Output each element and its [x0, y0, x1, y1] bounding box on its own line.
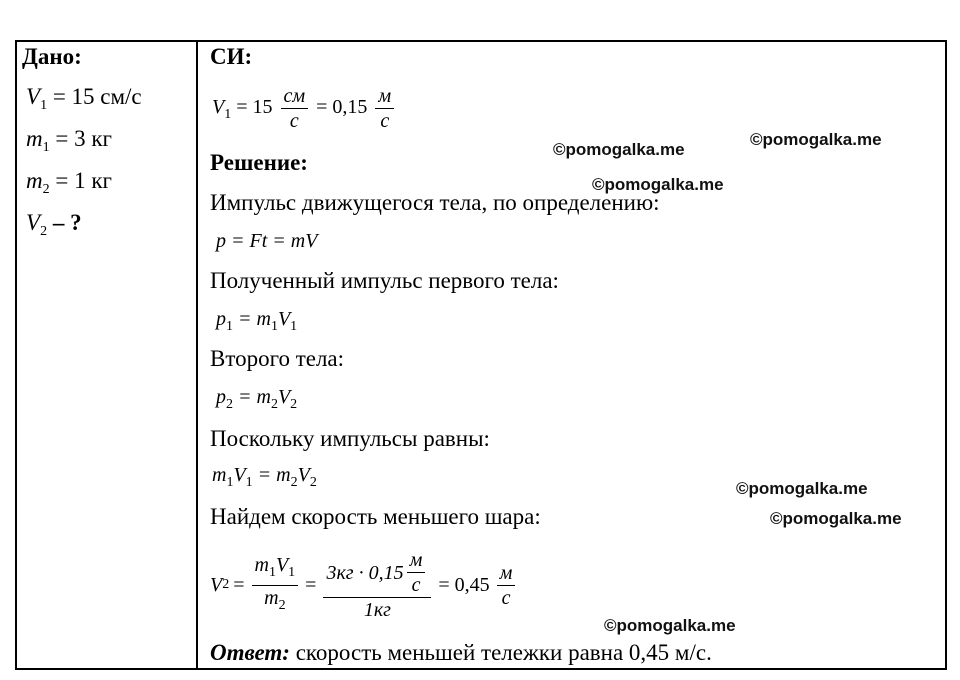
solution-line-1: Импульс движущегося тела, по определению: — [210, 190, 660, 215]
given-v2-sub: 2 — [40, 224, 48, 239]
si-fraction-2 — [375, 84, 394, 133]
given-heading: Дано: — [22, 44, 82, 69]
si-f2-den: с — [380, 110, 390, 132]
si-eq2: = 0,15 — [316, 96, 368, 119]
si-eq1: = 15 — [236, 96, 273, 119]
formula-2-lhs: p — [216, 308, 226, 330]
solution-line-2: Полученный импульс первого тела: — [210, 268, 559, 293]
given-m2 — [26, 168, 112, 198]
final-f1-den-sub: 2 — [278, 597, 286, 613]
final-f2-inner-fraction — [407, 548, 426, 597]
final-f2-num-pre: 3кг · 0,15 — [326, 561, 404, 584]
final-f1-num-a-sub: 1 — [268, 564, 276, 580]
given-v1-symbol: V — [26, 84, 41, 109]
column-divider — [196, 40, 198, 670]
final-fraction-1 — [252, 553, 299, 618]
final-fraction-2 — [323, 548, 431, 622]
final-f2-den: 1кг — [363, 599, 391, 621]
answer-line — [210, 640, 712, 666]
final-eq3: = 0,45 — [438, 573, 490, 596]
watermark: ©pomogalka.me — [770, 509, 902, 528]
solution-line-3: Второго тела: — [210, 346, 345, 371]
given-v1-value: = 15 см/с — [52, 84, 142, 109]
given-m2-value: = 1 кг — [55, 168, 112, 193]
formula-3-rhs-sub2: 2 — [290, 397, 298, 412]
formula-4-b-sub: 1 — [245, 475, 253, 490]
final-lhs-sub: 2 — [222, 577, 230, 592]
given-v1 — [26, 84, 142, 114]
formula-4-eq: = m — [257, 464, 291, 486]
final-f2-inner-num: м — [407, 548, 426, 573]
given-m1-symbol: m — [26, 126, 43, 151]
answer-text: скорость меньшей тележки равна 0,45 м/с. — [289, 640, 712, 665]
si-heading: СИ: — [210, 44, 253, 69]
si-f2-num: м — [375, 84, 394, 109]
watermark: ©pomogalka.me — [592, 175, 724, 194]
given-m2-symbol: m — [26, 168, 43, 193]
si-lhs-sub: 1 — [224, 107, 232, 123]
formula-2-rhs: = m — [238, 308, 271, 330]
formula-2-rhs-sub2: 1 — [290, 319, 298, 334]
final-eq: = — [233, 573, 245, 596]
final-fraction-3 — [497, 561, 516, 610]
given-m1 — [26, 126, 112, 156]
given-m2-sub: 2 — [42, 182, 50, 197]
formula-3-lhs: p — [216, 386, 226, 408]
watermark: ©pomogalka.me — [750, 130, 882, 149]
formula-4-b: V — [233, 464, 246, 486]
final-f1-num — [252, 553, 299, 586]
formula-3-rhs-sub1: 2 — [270, 397, 278, 412]
si-f1-num: см — [281, 84, 309, 109]
formula-4-a: m — [212, 464, 227, 486]
solution-line-4: Поскольку импульсы равны: — [210, 426, 490, 451]
final-f3-num: м — [497, 561, 516, 586]
formula-4-d: V — [297, 464, 310, 486]
final-f2-num — [323, 548, 431, 598]
final-f1-num-b-sub: 1 — [288, 564, 296, 580]
si-formula — [212, 84, 397, 133]
formula-2 — [216, 308, 297, 335]
final-f3-den: с — [501, 586, 511, 609]
final-lhs: V — [210, 573, 223, 596]
final-eq2: = — [305, 573, 317, 596]
given-m1-sub: 1 — [42, 140, 50, 155]
final-f1-num-a: m — [254, 553, 269, 576]
formula-3-rhs: = m — [238, 386, 271, 408]
given-v1-sub: 1 — [40, 98, 48, 113]
formula-4 — [212, 464, 317, 491]
watermark: ©pomogalka.me — [604, 616, 736, 635]
si-fraction-1 — [281, 84, 309, 133]
solution-line-5: Найдем скорость меньшего шара: — [210, 504, 541, 529]
formula-1: p = Ft = mV — [216, 230, 318, 252]
answer-label: Ответ: — [210, 640, 290, 665]
formula-4-a-sub: 1 — [226, 475, 234, 490]
final-f1-den-m: m — [264, 586, 279, 609]
formula-4-d-sub: 2 — [309, 475, 317, 490]
given-m1-value: = 3 кг — [55, 126, 112, 151]
si-lhs: V — [212, 96, 225, 119]
watermark: ©pomogalka.me — [553, 140, 685, 159]
si-f1-den: с — [289, 110, 299, 132]
formula-2-rhs2: V — [277, 308, 291, 330]
given-v2-symbol: V — [26, 210, 41, 235]
formula-2-lhs-sub: 1 — [226, 319, 233, 334]
given-v2 — [26, 210, 82, 240]
formula-4-c-sub: 2 — [290, 475, 298, 490]
given-v2-value: – ? — [52, 210, 82, 235]
formula-3-lhs-sub: 2 — [226, 397, 233, 412]
final-f2-inner-den: с — [411, 574, 421, 596]
solution-heading: Решение: — [210, 150, 308, 175]
formula-2-rhs-sub1: 1 — [270, 319, 278, 334]
formula-3 — [216, 386, 297, 413]
final-formula — [210, 548, 518, 622]
final-f1-den — [261, 586, 288, 618]
watermark: ©pomogalka.me — [736, 479, 868, 498]
formula-3-rhs2: V — [277, 386, 291, 408]
final-f1-num-b: V — [275, 553, 289, 576]
